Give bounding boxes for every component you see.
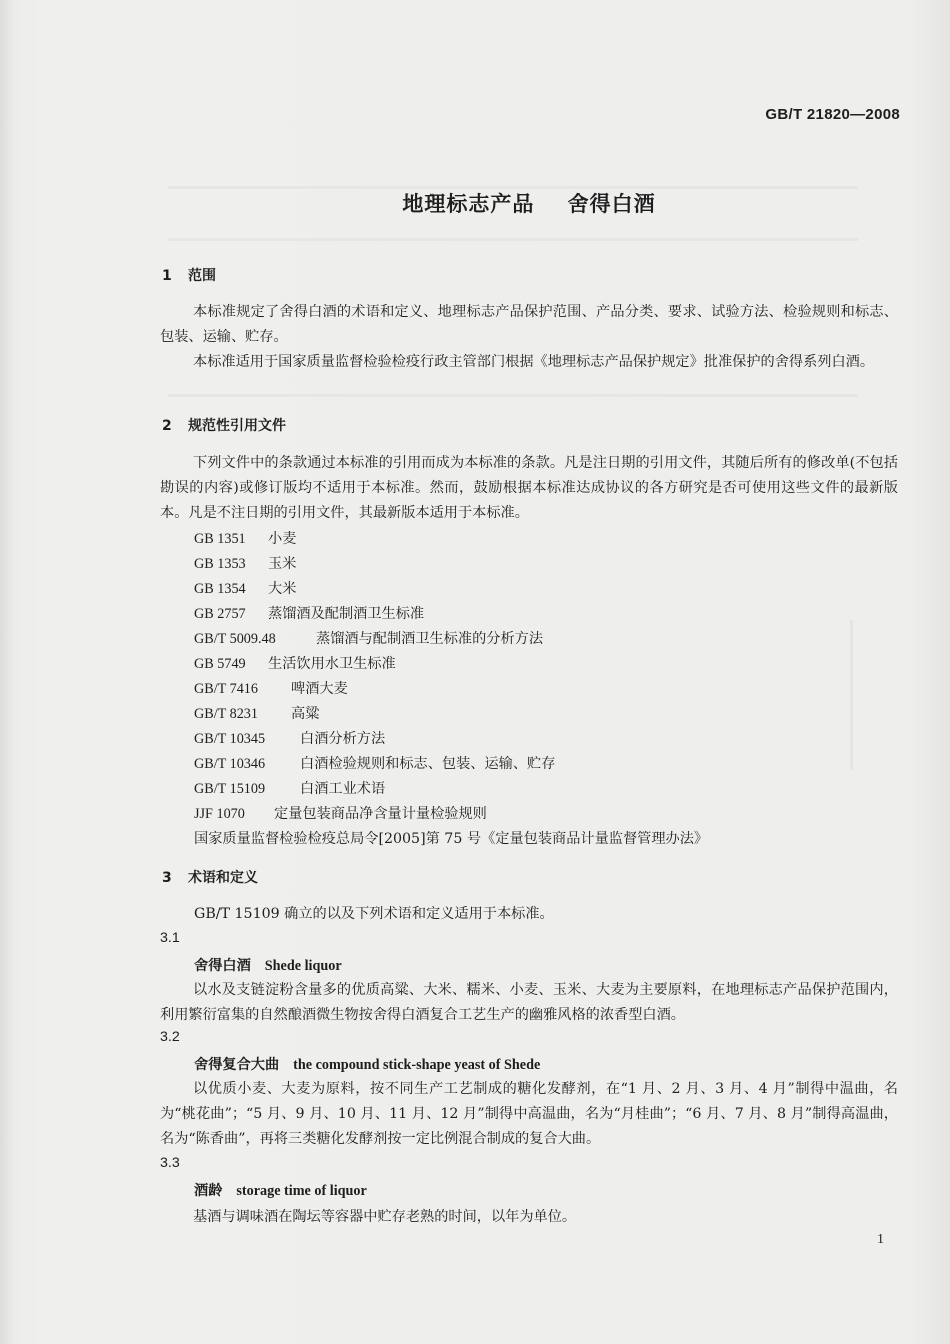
standard-number: GB/T 21820—2008 <box>765 106 900 123</box>
document-title <box>0 188 950 218</box>
clause-number: 3.2 <box>160 1029 180 1045</box>
term-heading <box>194 955 342 975</box>
show-through-mark <box>850 620 853 770</box>
term-en: Shede liquor <box>264 958 342 974</box>
section-title: 术语和定义 <box>188 870 258 886</box>
references-intro-paragraph: 下列文件中的条款通过本标准的引用而成为本标准的条款。凡是注日期的引用文件，其随后所有的修改单(不包括勘误的内容)或修订版均不适用于本标准。然而，鼓励根据本标准达成协议的各方研究是否可使用这些文件的最新版本。凡是不注日期的引用文件，其最新版本适用于本标准。 <box>160 455 898 521</box>
section-title: 规范性引用文件 <box>188 418 286 434</box>
reference-decree: 国家质量监督检验检疫总局令[2005]第 75 号《定量包装商品计量监督管理办法》 <box>194 831 709 847</box>
clause-number: 3.1 <box>160 930 180 946</box>
reference-item: GB/T 8231 高粱 <box>194 706 320 722</box>
section-heading-scope <box>162 265 216 285</box>
reference-item: JJF 1070 定量包装商品净含量计量检验规则 <box>194 806 487 822</box>
term-heading <box>194 1054 540 1074</box>
section-number: 1 <box>162 268 172 284</box>
reference-item: GB/T 10345 白酒分析方法 <box>194 731 386 747</box>
term-heading <box>194 1180 367 1200</box>
scope-paragraph-1: 本标准规定了舍得白酒的术语和定义、地理标志产品保护范围、产品分类、要求、试验方法、检验规则和标志、包装、运输、贮存。 <box>160 304 898 345</box>
term-definition: 基酒与调味酒在陶坛等容器中贮存老熟的时间，以年为单位。 <box>193 1209 577 1225</box>
section-heading-normative-references <box>162 415 286 435</box>
title-part2: 舍得白酒 <box>567 192 656 216</box>
term-en: the compound stick-shape yeast of Shede <box>293 1057 541 1073</box>
terms-intro: GB/T 15109 确立的以及下列术语和定义适用于本标准。 <box>194 906 554 922</box>
title-part1: 地理标志产品 <box>402 192 535 216</box>
clause-number: 3.3 <box>160 1155 180 1171</box>
page-number: 1 <box>877 1232 884 1247</box>
reference-item: GB 2757 蒸馏酒及配制酒卫生标准 <box>194 606 425 622</box>
reference-item: GB/T 5009.48 蒸馏酒与配制酒卫生标准的分析方法 <box>194 631 544 647</box>
term-definition: 以优质小麦、大麦为原料，按不同生产工艺制成的糖化发酵剂，在“1 月、2 月、3 月、4 月”制得中温曲，名为“桃花曲”；“5 月、9 月、10 月、11 月、12 月”制得中高温曲，名为“月桂曲”；“6 月、7 月、8 月”制得高温曲，名为“陈香曲”，再将三类糖化发酵剂按一定比例混合制成的复合大曲。 <box>160 1081 898 1147</box>
section-number: 2 <box>162 418 172 434</box>
term-zh: 酒龄 <box>194 1183 223 1199</box>
reference-item: GB 5749 生活饮用水卫生标准 <box>194 656 396 672</box>
reference-item: GB 1354 大米 <box>194 581 297 597</box>
section-title: 范围 <box>188 268 216 284</box>
term-en: storage time of liquor <box>236 1183 367 1199</box>
scope-paragraph-2: 本标准适用于国家质量监督检验检疫行政主管部门根据《地理标志产品保护规定》批准保护的舍得系列白酒。 <box>193 354 875 370</box>
term-zh: 舍得白酒 <box>194 958 251 974</box>
show-through-mark <box>168 238 858 241</box>
section-heading-terms-definitions <box>162 867 258 887</box>
reference-item: GB 1353 玉米 <box>194 556 297 572</box>
reference-item: GB/T 7416 啤酒大麦 <box>194 681 348 697</box>
term-zh: 舍得复合大曲 <box>194 1057 280 1073</box>
reference-item: GB/T 10346 白酒检验规则和标志、包装、运输、贮存 <box>194 756 556 772</box>
reference-item: GB 1351 小麦 <box>194 531 297 547</box>
section-number: 3 <box>162 870 172 886</box>
show-through-mark <box>168 394 858 397</box>
term-definition: 以水及支链淀粉含量多的优质高粱、大米、糯米、小麦、玉米、大麦为主要原料，在地理标志产品保护范围内，利用繁衍富集的自然酿酒微生物按舍得白酒复合工艺生产的幽雅风格的浓香型白酒。 <box>160 982 898 1023</box>
reference-item: GB/T 15109 白酒工业术语 <box>194 781 386 797</box>
